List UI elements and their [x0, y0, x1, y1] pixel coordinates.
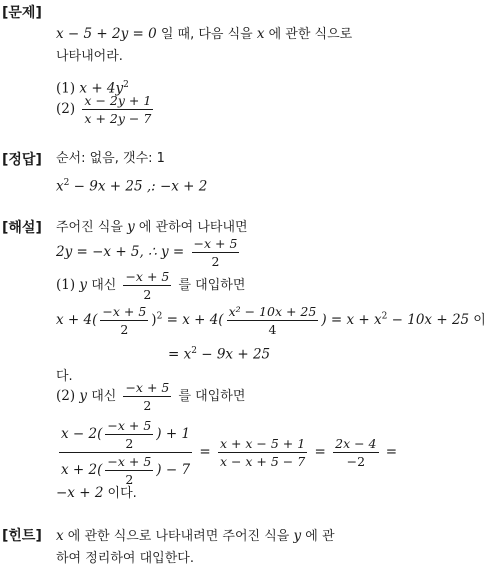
problem-label: [문제]	[2, 5, 42, 21]
solution-line-6: 다.	[56, 369, 73, 384]
answer-line-2: $x^2 - 9x + 25$ ,: −x + 2	[56, 178, 208, 195]
answer-label: [정답]	[2, 152, 42, 168]
solution-line-9: −x + 2 이다.	[56, 485, 137, 501]
solution-line-4: x + 4( $\frac{-x + 5}{2}$ )$^2$ = x + 4( $\frac{\text{x² − 10x + 25}}{4}$ ) = $x + x^2 - 10x + 25$ 이	[56, 304, 486, 337]
hint-line-1: x 에 관한 식으로 나타내려면 주어진 식을 y 에 관	[56, 528, 335, 544]
problem-line-1: x − 5 + 2y = 0 일 때, 다음 식을 x 에 관한 식으로	[56, 26, 353, 42]
item2-fraction: $\frac{x - 2y + 1}{x + 2y - 7}$	[84, 93, 152, 126]
problem-line-2: 나타내어라.	[56, 49, 123, 64]
hint-line-2: 하여 정리하여 대입한다.	[56, 551, 194, 566]
problem-item-2: (2) $\frac{x - 2y + 1}{x + 2y - 7}$	[56, 93, 152, 126]
solution-line-5: = $x^2 - 9x + 25$	[168, 346, 271, 363]
hint-label: [힌트]	[2, 528, 42, 544]
solution-line-7: (2) y 대신 $\frac{-x + 5}{2}$ 를 대입하면	[56, 380, 246, 413]
solution-line-2: 2y = −x + 5, ∴ y = $\frac{-x + 5}{2}$	[56, 236, 238, 269]
big-fraction: x − 2( $\frac{-x + 5}{2}$ ) + 1 x + 2( $\frac{-x + 5}{2}$ ) − 7	[61, 418, 191, 487]
solution-line-3: (1) y 대신 $\frac{-x + 5}{2}$ 를 대입하면	[56, 269, 246, 302]
problem-item-1: (1) $x + 4y^2$	[56, 80, 129, 97]
solution-line-1: 주어진 식을 y 에 관하여 나타내면	[56, 219, 248, 235]
solution-label: [해설]	[2, 220, 42, 236]
answer-line-1: 순서: 없음, 갯수: 1	[56, 151, 165, 166]
solution-line-8: x − 2( $\frac{-x + 5}{2}$ ) + 1 x + 2( $\frac{-x + 5}{2}$ ) − 7 = $\frac{x + x - 5 + 1}{x - x + 5 - 7}$ = $\frac{2x - 4}{-2}$ =	[61, 418, 398, 487]
